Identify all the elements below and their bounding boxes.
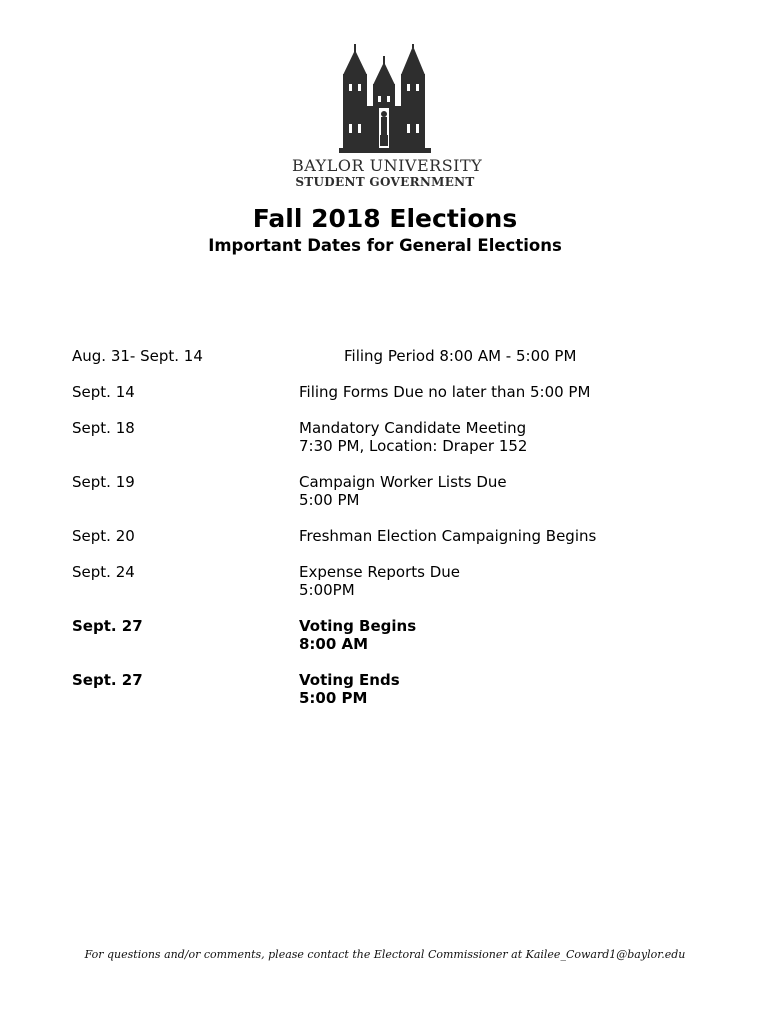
schedule-row [72, 527, 712, 545]
schedule-description-line: Filing Period 8:00 AM - 5:00 PM [344, 347, 577, 365]
schedule-description [299, 527, 712, 545]
schedule-description [299, 473, 712, 509]
schedule-row [72, 473, 712, 509]
schedule-description-line: Expense Reports Due [299, 563, 461, 581]
schedule-description-line: 8:00 AM [299, 635, 369, 653]
schedule-description-line: Voting Begins [299, 617, 417, 635]
schedule-description-line: Voting Ends [299, 671, 400, 689]
schedule-date: Sept. 18 [72, 419, 135, 437]
schedule-date: Aug. 31- Sept. 14 [72, 347, 203, 365]
schedule-description-line: Freshman Election Campaigning Begins [299, 527, 597, 545]
schedule-date: Sept. 14 [72, 383, 135, 401]
logo-university-text: BAYLOR UNIVERSITY [292, 156, 483, 175]
schedule-row [72, 347, 712, 365]
schedule-date: Sept. 27 [72, 617, 143, 635]
schedule-description-line: 5:00 PM [299, 689, 368, 707]
baylor-towers-icon [339, 44, 431, 154]
schedule-description-line: Mandatory Candidate Meeting [299, 419, 527, 437]
schedule-description-line: 7:30 PM, Location: Draper 152 [299, 437, 528, 455]
footer-contact: For questions and/or comments, please contact the Electoral Commissioner at Kailee_Coward1@baylor.edu [84, 948, 686, 961]
page-title: Fall 2018 Elections [252, 204, 518, 233]
schedule-row [72, 419, 712, 455]
schedule-description [299, 617, 712, 653]
schedule-description [299, 419, 712, 455]
schedule-description-line: 5:00 PM [299, 491, 360, 509]
logo [292, 44, 483, 192]
schedule-date: Sept. 24 [72, 563, 135, 581]
schedule-description [299, 383, 712, 401]
schedule-description-line: 5:00PM [299, 581, 355, 599]
schedule-date: Sept. 19 [72, 473, 135, 491]
schedule-description [344, 347, 712, 365]
schedule-row [72, 671, 712, 707]
schedule-row [72, 383, 712, 401]
schedule-description [299, 671, 712, 707]
schedule-description-line: Filing Forms Due no later than 5:00 PM [299, 383, 591, 401]
schedule-date: Sept. 27 [72, 671, 143, 689]
page-subtitle: Important Dates for General Elections [208, 236, 562, 255]
schedule-row [72, 563, 712, 599]
schedule-row [72, 617, 712, 653]
schedule-description-line: Campaign Worker Lists Due [299, 473, 507, 491]
logo-student-government-text: STUDENT GOVERNMENT [295, 175, 475, 189]
schedule-date: Sept. 20 [72, 527, 135, 545]
schedule-description [299, 563, 712, 599]
